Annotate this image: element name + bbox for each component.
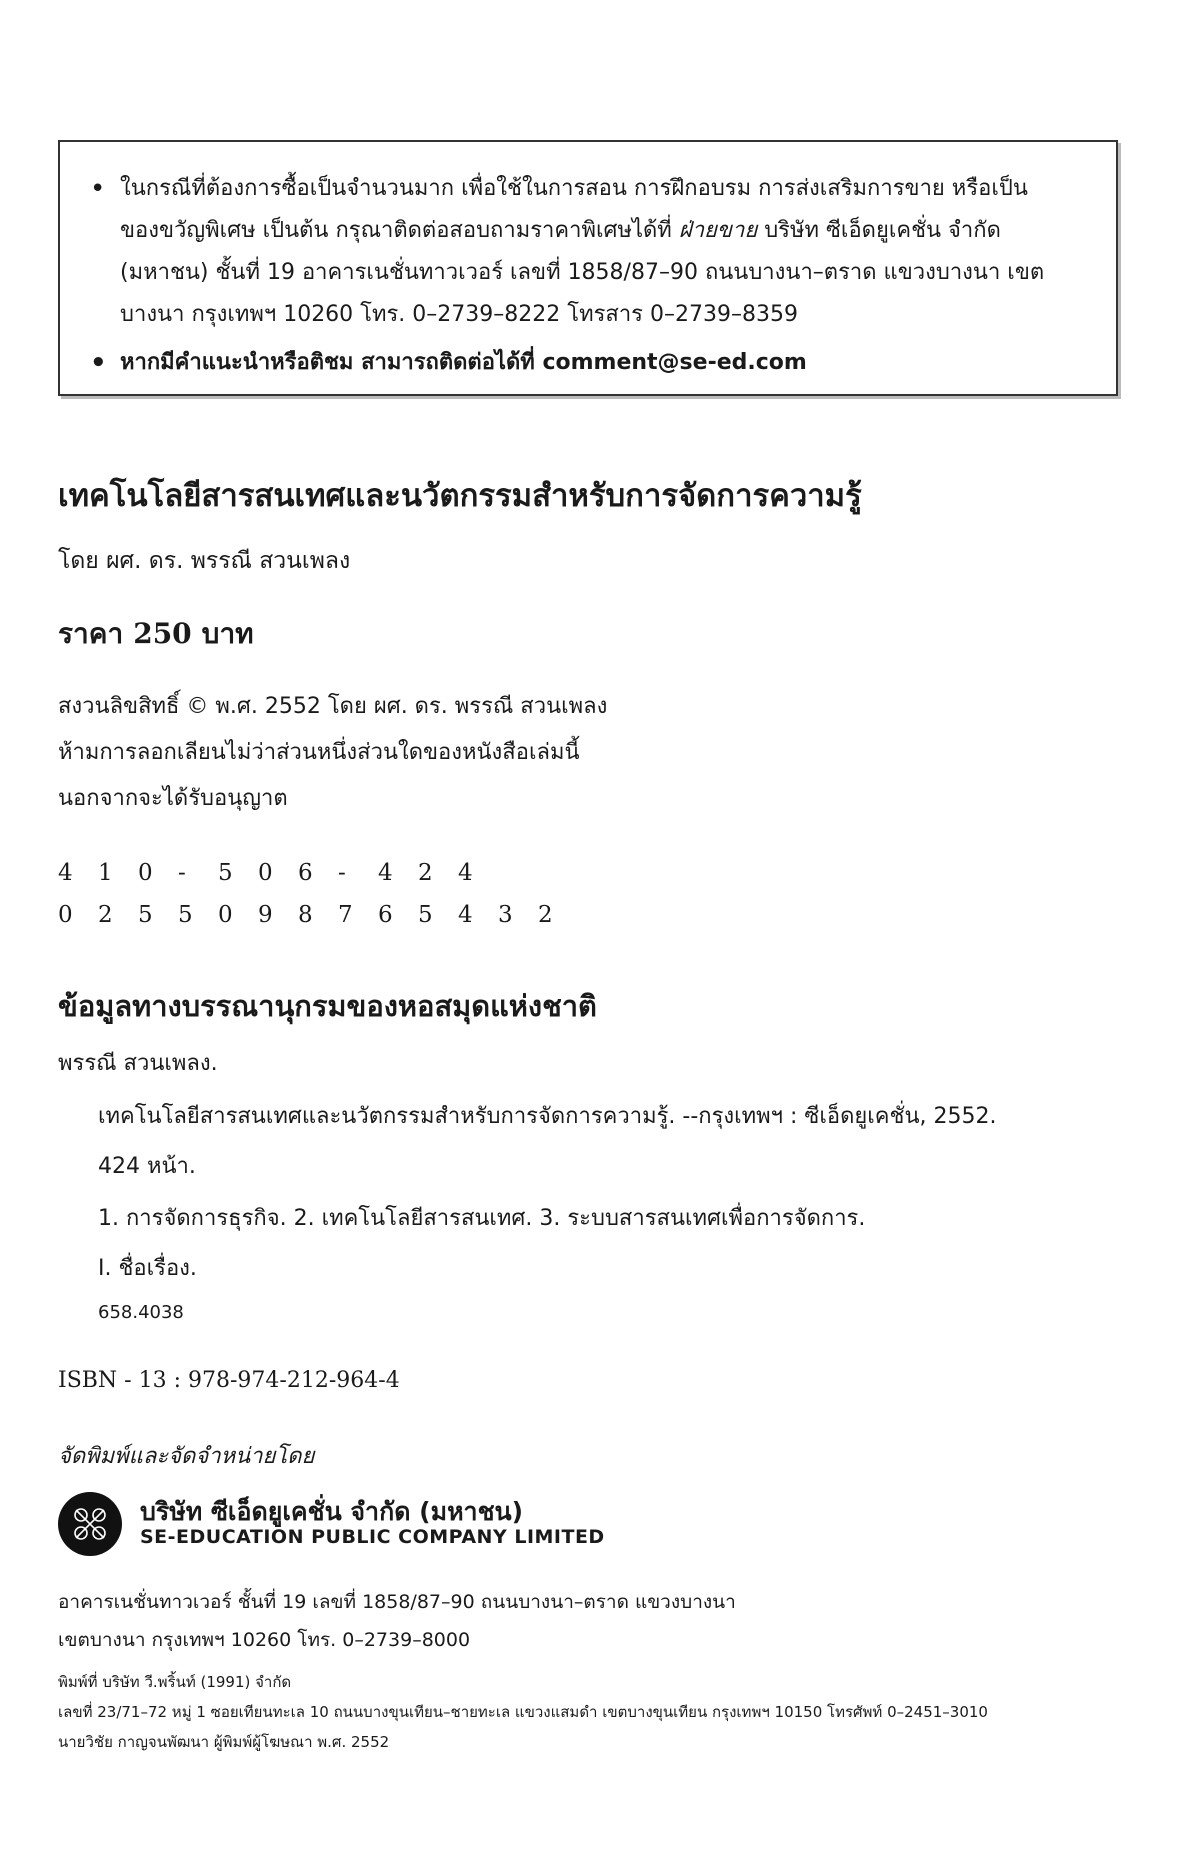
bullet-icon: •	[90, 348, 107, 378]
notice-item-feedback	[90, 342, 1086, 384]
copyright-line: ห้ามการลอกเลียนไม่ว่าส่วนหนึ่งส่วนใดของหนังสือเล่มนี้	[58, 740, 580, 765]
code-digit: 2	[538, 902, 553, 928]
publisher-address	[58, 1583, 736, 1659]
price-unit: บาท	[201, 617, 254, 650]
code-digit: 0	[218, 902, 233, 928]
copyright-line: นอกจากจะได้รับอนุญาต	[58, 786, 288, 811]
code-digit: 7	[338, 902, 353, 928]
code-digit: 5	[218, 860, 233, 886]
address-line: เขตบางนา กรุงเทพฯ 10260 โทร. 0–2739–8000	[58, 1629, 471, 1651]
code-digit: 5	[418, 902, 433, 928]
code-digit: 5	[138, 902, 153, 928]
code-digit: 1	[98, 860, 113, 886]
code-digit: 5	[178, 902, 193, 928]
notice-line: ในกรณีที่ต้องการซื้อเป็นจำนวนมาก เพื่อใช้ในการสอน การฝึกอบรม การส่งเสริมการขาย หรือเป็น	[120, 176, 1028, 201]
book-price	[58, 612, 264, 656]
book-author: โดย ผศ. ดร. พรรณี สวนเพลง	[58, 548, 351, 574]
code-digit: 2	[98, 902, 113, 928]
cip-subjects: 1. การจัดการธุรกิจ. 2. เทคโนโลยีสารสนเทศ. 3. ระบบสารสนเทศเพื่อการจัดการ.	[98, 1206, 866, 1231]
code-digit: -	[338, 860, 346, 886]
code-digit: 0	[138, 860, 153, 886]
code-digit: 8	[298, 902, 313, 928]
notice-box	[58, 140, 1118, 396]
code-digit: 0	[58, 902, 73, 928]
code-row-2	[58, 902, 578, 928]
published-by-label: จัดพิมพ์และจัดจำหน่ายโดย	[58, 1444, 315, 1469]
cip-author: พรรณี สวนเพลง.	[58, 1051, 218, 1076]
company-name-inline: บริษัท ซีเอ็ดยูเคชั่น จำกัด	[764, 218, 1001, 243]
code-digit: 4	[378, 860, 393, 886]
cip-heading: ข้อมูลทางบรรณานุกรมของหอสมุดแห่งชาติ	[58, 989, 597, 1023]
copyright-line: สงวนลิขสิทธิ์ © พ.ศ. 2552 โดย ผศ. ดร. พรรณี สวนเพลง	[58, 694, 608, 719]
notice-line-text: ของขวัญพิเศษ เป็นต้น กรุณาติดต่อสอบถามราคาพิเศษได้ที่	[120, 218, 672, 243]
code-digit: 4	[458, 902, 473, 928]
printer-line: นายวิชัย กาญจนพัฒนา ผู้พิมพ์ผู้โฆษณา พ.ศ. 2552	[58, 1733, 390, 1751]
notice-item-bulk-order	[90, 168, 1086, 336]
price-value: 250	[133, 617, 192, 650]
company-name-th: บริษัท ซีเอ็ดยูเคชั่น จำกัด (มหาชน)	[140, 1497, 524, 1526]
printer-info	[58, 1667, 988, 1757]
printer-line: เลขที่ 23/71–72 หมู่ 1 ซอยเทียนทะเล 10 ถนนบางขุนเทียน–ชายทะเล แขวงแสมดำ เขตบางขุนเทียน กรุงเทพฯ 10150 โทรศัพท์ 0–2451–3010	[58, 1703, 988, 1721]
cip-title-index: I. ชื่อเรื่อง.	[98, 1256, 197, 1281]
code-digit: 6	[298, 860, 313, 886]
printer-line: พิมพ์ที่ บริษัท วี.พริ้นท์ (1991) จำกัด	[58, 1673, 292, 1691]
isbn: ISBN - 13 : 978-974-212-964-4	[58, 1368, 400, 1393]
copyright-notice	[58, 684, 607, 822]
price-label: ราคา	[58, 617, 124, 650]
code-digit: 3	[498, 902, 513, 928]
feedback-text: หากมีคำแนะนำหรือติชม สามารถติดต่อได้ที่ comment@se-ed.com	[120, 350, 807, 375]
code-digit: 2	[418, 860, 433, 886]
sales-dept-label: ฝ่ายขาย	[678, 218, 758, 243]
code-row-1	[58, 860, 498, 886]
company-name-en: SE-EDUCATION PUBLIC COMPANY LIMITED	[140, 1526, 605, 1548]
notice-line	[120, 210, 1086, 252]
notice-line: (มหาชน) ชั้นที่ 19 อาคารเนชั่นทาวเวอร์ เลขที่ 1858/87–90 ถนนบางนา–ตราด แขวงบางนา เขต	[120, 260, 1045, 285]
code-digit: 4	[458, 860, 473, 886]
cip-title-entry: เทคโนโลยีสารสนเทศและนวัตกรรมสำหรับการจัดการความรู้. --กรุงเทพฯ : ซีเอ็ดยูเคชั่น, 2552.	[98, 1104, 997, 1129]
bullet-icon: •	[90, 174, 106, 204]
code-digit: 0	[258, 860, 273, 886]
code-digit: -	[178, 860, 186, 886]
code-digit: 4	[58, 860, 73, 886]
cip-classification: 658.4038	[98, 1302, 184, 1323]
code-digit: 9	[258, 902, 273, 928]
book-title: เทคโนโลยีสารสนเทศและนวัตกรรมสำหรับการจัดการความรู้	[58, 478, 862, 514]
cip-pages: 424 หน้า.	[98, 1154, 196, 1179]
notice-line: บางนา กรุงเทพฯ 10260 โทร. 0–2739–8222 โทรสาร 0–2739–8359	[120, 302, 798, 327]
address-line: อาคารเนชั่นทาวเวอร์ ชั้นที่ 19 เลขที่ 1858/87–90 ถนนบางนา–ตราด แขวงบางนา	[58, 1591, 736, 1613]
se-ed-logo-icon	[58, 1492, 122, 1556]
code-digit: 6	[378, 902, 393, 928]
publisher-logo-row	[58, 1490, 758, 1560]
